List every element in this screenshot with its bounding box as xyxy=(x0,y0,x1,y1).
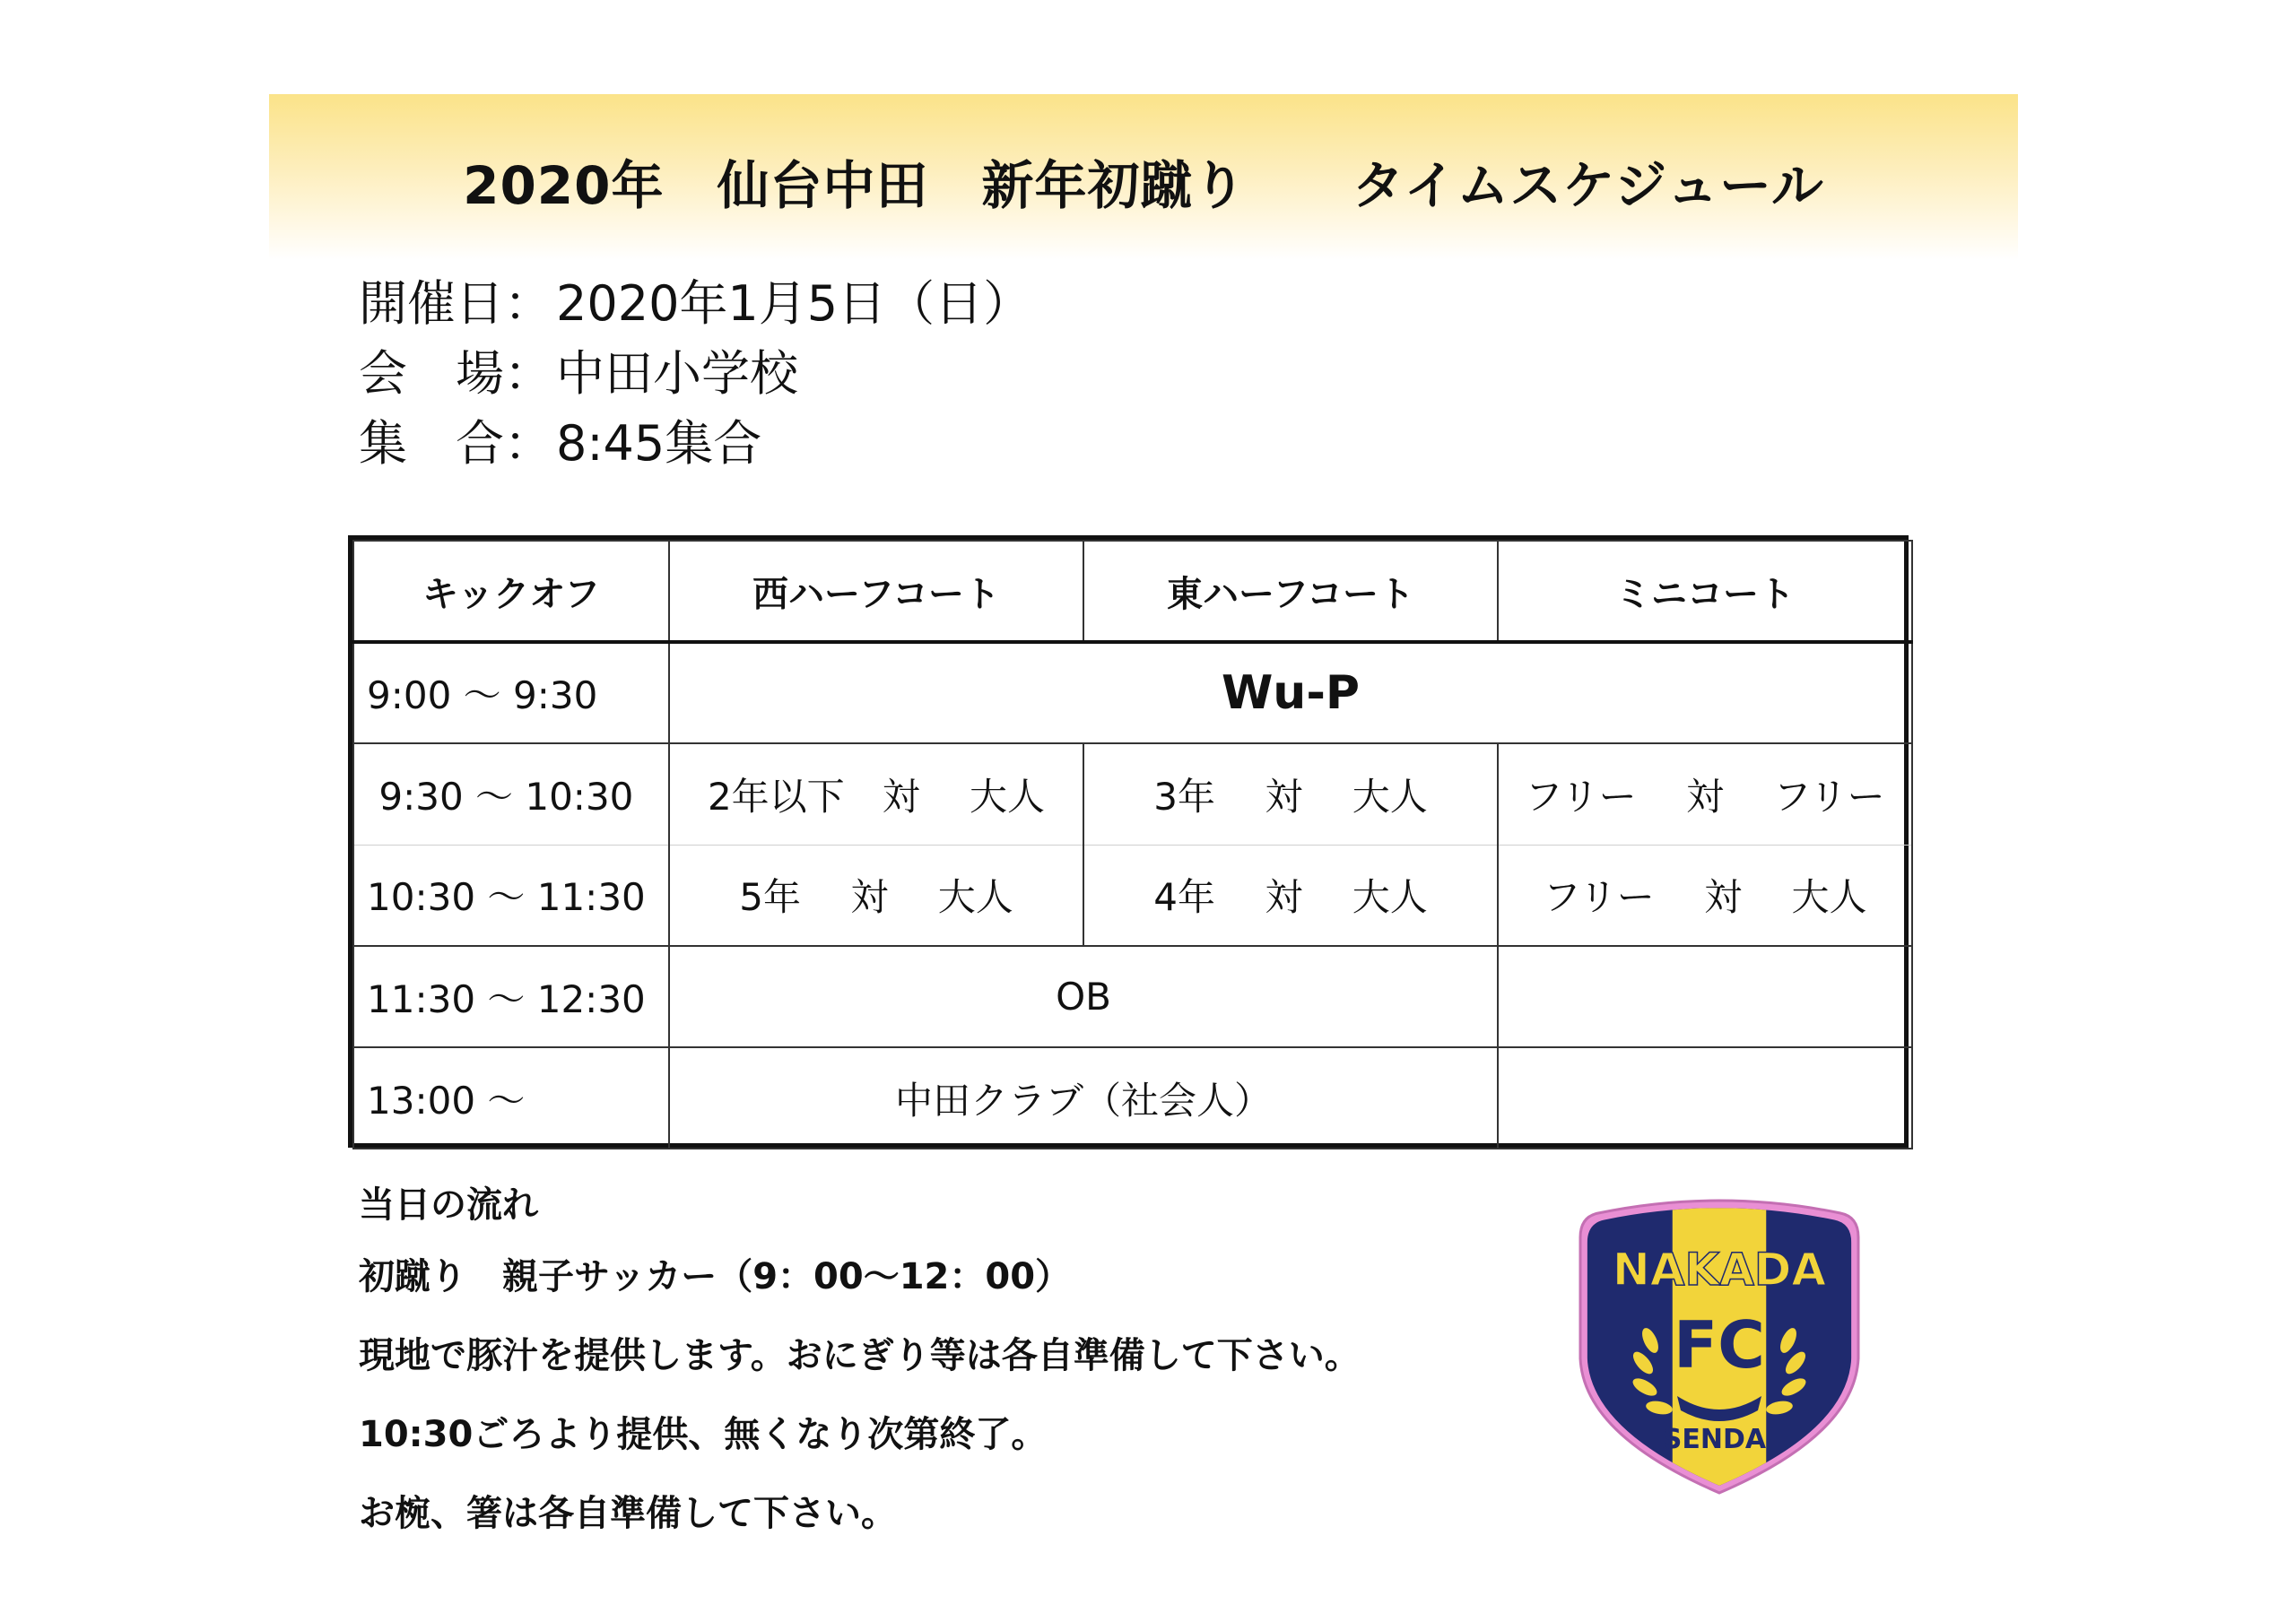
mini-match-cell xyxy=(1498,946,1912,1047)
time-cell: 13:00 ～ xyxy=(353,1047,669,1149)
schedule-table xyxy=(348,535,1909,1148)
info-row-date xyxy=(359,269,1031,339)
info-row-meet xyxy=(359,409,1031,479)
header-kickoff: キックオフ xyxy=(353,541,669,642)
time-cell: 10:30 ～ 11:30 xyxy=(353,845,669,946)
crest-text-bottom: SENDAI xyxy=(1662,1424,1777,1455)
west-match-cell: 2年以下 対 大人 xyxy=(669,743,1083,845)
table-row xyxy=(353,1047,1912,1149)
header-east-court: 東ハーフコート xyxy=(1083,541,1498,642)
mini-match-cell: フリー 対 大人 xyxy=(1498,845,1912,946)
flow-item: お椀、箸は各自準備して下さい。 xyxy=(359,1493,897,1534)
time-cell: 9:30 ～ 10:30 xyxy=(353,743,669,845)
table-header-row xyxy=(353,541,1912,642)
flow-heading: 当日の流れ xyxy=(359,1184,538,1226)
table-row xyxy=(353,743,1912,845)
header-mini-court: ミニコート xyxy=(1498,541,1912,642)
mini-match-cell: フリー 対 フリー xyxy=(1498,743,1912,845)
half-courts-cell: OB xyxy=(669,946,1498,1047)
info-label: 開催日： xyxy=(359,275,552,332)
club-crest-logo xyxy=(1562,1188,1876,1502)
flow-item: 初蹴り 親子サッカー（9：00～12：00） xyxy=(359,1256,1072,1297)
event-info xyxy=(359,269,1031,479)
page-title: 2020年 仙台中田 新年初蹴り タイムスケジュール xyxy=(463,155,1824,216)
info-value: 中田小学校 xyxy=(556,345,798,402)
east-match-cell: 3年 対 大人 xyxy=(1083,743,1498,845)
info-row-venue xyxy=(359,339,1031,409)
info-label: 集 合： xyxy=(359,415,552,472)
mini-match-cell xyxy=(1498,1047,1912,1149)
warmup-cell: Wu-P xyxy=(669,642,1912,743)
table-row xyxy=(353,845,1912,946)
table-row xyxy=(353,946,1912,1047)
info-value: 2020年1月5日（日） xyxy=(556,275,1032,332)
crest-text-top: NAKADA xyxy=(1612,1244,1827,1296)
flow-item: 10:30ごろより提供、無くなり次第終了。 xyxy=(359,1414,1048,1455)
header-west-court: 西ハーフコート xyxy=(669,541,1083,642)
info-value: 8:45集合 xyxy=(556,415,762,472)
east-match-cell: 4年 対 大人 xyxy=(1083,845,1498,946)
half-courts-cell: 中田クラブ（社会人） xyxy=(669,1047,1498,1149)
west-match-cell: 5年 対 大人 xyxy=(669,845,1083,946)
info-label: 会 場： xyxy=(359,345,552,402)
time-cell: 11:30 ～ 12:30 xyxy=(353,946,669,1047)
time-cell: 9:00 ～ 9:30 xyxy=(353,642,669,743)
table-row xyxy=(353,642,1912,743)
day-flow xyxy=(359,1173,1361,1553)
crest-text-mid: FC xyxy=(1673,1307,1766,1383)
flow-item: 現地で豚汁を提供します。おにぎり等は各自準備して下さい。 xyxy=(359,1335,1361,1376)
